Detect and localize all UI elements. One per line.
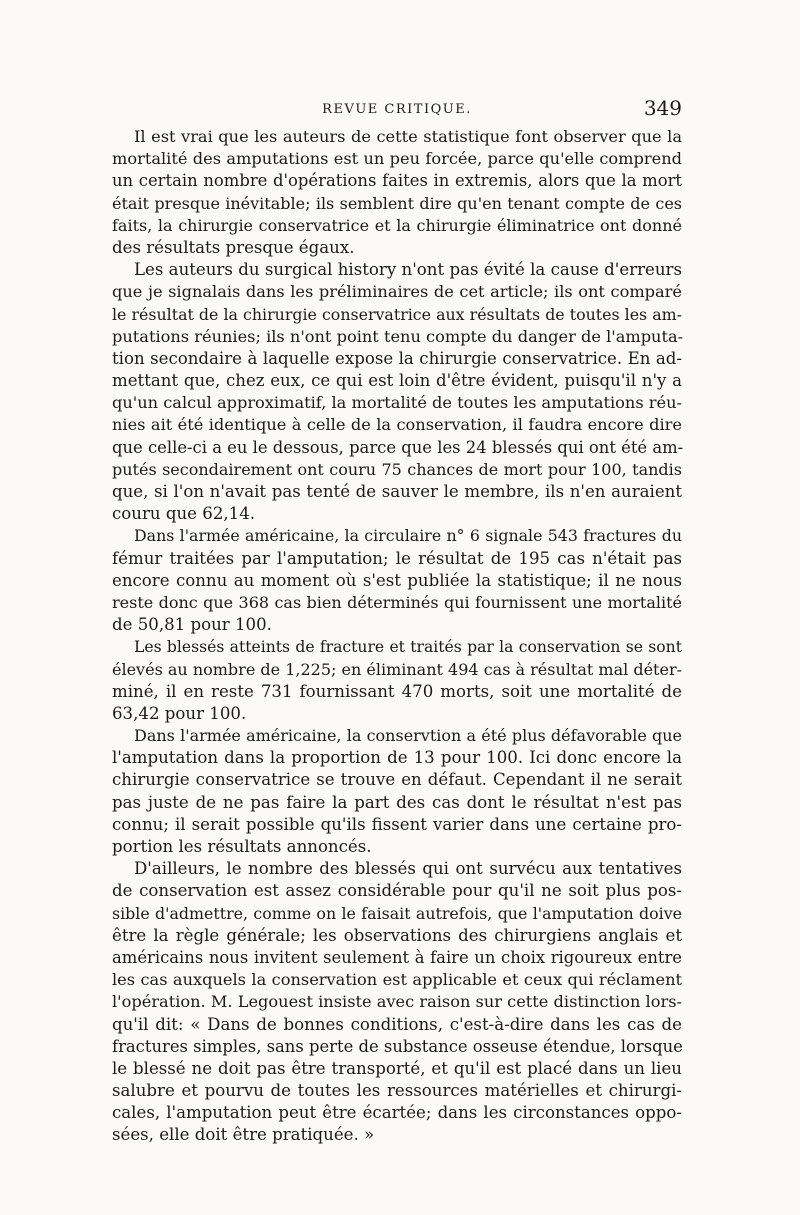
body-text — [112, 126, 682, 1147]
text-line: couru que 62,14. — [112, 504, 256, 524]
text-line: les cas auxquels la conservation est applicable et ceux qui réclament — [112, 970, 682, 990]
text-line: Les blessés atteints de fracture et traités par la conservation se sont — [134, 638, 682, 657]
text-line: encore connu au moment où s'est publiée la statistique; il ne nous — [112, 570, 682, 590]
text-line: un certain nombre d'opérations faites in extremis, alors que la mort — [112, 171, 682, 191]
text-line: Il est vrai que les auteurs de cette statistique font observer que la — [134, 127, 682, 146]
text-line: de conservation est assez considérable pour qu'il ne soit plus pos- — [112, 881, 682, 901]
text-line: Dans l'armée américaine, la conservtion a été plus défavorable que — [134, 726, 682, 746]
text-line: portion les résultats annoncés. — [112, 837, 372, 856]
text-line: élevés au nombre de 1,225; en éliminant 494 cas à résultat mal déter- — [112, 659, 682, 679]
text-line: cales, l'amputation peut être écartée; dans les circonstances oppo- — [112, 1103, 682, 1123]
text-line: salubre et pourvu de toutes les ressources matérielles et chirurgi- — [112, 1081, 682, 1101]
text-line: sées, elle doit être pratiquée. » — [112, 1125, 375, 1145]
text-line: putés secondairement ont couru 75 chances de mort pour 100, tandis — [112, 459, 682, 479]
text-line: mettant que, chez eux, ce qui est loin d'être évident, puisqu'il n'y a — [112, 371, 682, 391]
running-title: REVUE CRITIQUE. — [322, 102, 472, 117]
text-line: D'ailleurs, le nombre des blessés qui ont survécu aux tentatives — [134, 859, 682, 879]
text-line: tion secondaire à laquelle expose la chirurgie conservatrice. En ad- — [112, 348, 682, 368]
text-line: Dans l'armée américaine, la circulaire n° 6 signale 543 fractures du — [134, 526, 682, 546]
page-number: 349 — [643, 96, 682, 120]
text-line: faits, la chirurgie conservatrice et la chirurgie éliminatrice ont donné — [112, 215, 682, 235]
text-line: qu'un calcul approximatif, la mortalité de toutes les amputations réu- — [112, 393, 683, 413]
text-line: connu; il serait possible qu'ils fissent varier dans une certaine pro- — [112, 814, 682, 834]
text-line: fémur traitées par l'amputation; le résultat de 195 cas n'était pas — [112, 548, 682, 568]
text-line: 63,42 pour 100. — [112, 703, 247, 723]
text-line: qu'il dit: « Dans de bonnes conditions, c'est-à-dire dans les cas de — [112, 1014, 682, 1034]
text-line: sible d'admettre, comme on le faisait autrefois, que l'amputation doive — [112, 903, 682, 923]
text-line: américains nous invitent seulement à faire un choix rigoureux entre — [112, 947, 682, 967]
running-header — [112, 96, 682, 120]
text-line: reste donc que 368 cas bien déterminés qui fournissent une mortalité — [112, 592, 682, 612]
text-line: être la règle générale; les observations des chirurgiens anglais et — [112, 925, 682, 945]
text-line: que, si l'on n'avait pas tenté de sauver le membre, ils n'en auraient — [112, 482, 682, 501]
text-line: l'opération. M. Legouest insiste avec raison sur cette distinction lors- — [112, 992, 682, 1012]
text-line: nies ait été identique à celle de la conservation, il faudra encore dire — [112, 415, 682, 435]
text-line: putations réunies; ils n'ont point tenu compte du danger de l'amputa- — [112, 326, 684, 346]
text-line: de 50,81 pour 100. — [112, 615, 272, 635]
text-line: fractures simples, sans perte de substance osseuse étendue, lorsque — [112, 1036, 683, 1056]
text-line: était presque inévitable; ils semblent dire qu'en tenant compte de ces — [112, 193, 682, 213]
text-line: que je signalais dans les préliminaires de cet article; ils ont comparé — [112, 282, 682, 302]
text-line: le résultat de la chirurgie conservatrice aux résultats de toutes les am- — [112, 304, 682, 324]
text-line: pas juste de ne pas faire la part des cas dont le résultat n'est pas — [112, 792, 682, 812]
text-line: l'amputation dans la proportion de 13 pour 100. Ici donc encore la — [112, 748, 682, 768]
text-line: chirurgie conservatrice se trouve en défaut. Cependant il ne serait — [112, 770, 682, 790]
text-line: le blessé ne doit pas être transporté, et qu'il est placé dans un lieu — [112, 1058, 682, 1078]
text-line: des résultats presque égaux. — [112, 237, 355, 257]
text-line: miné, il en reste 731 fournissant 470 morts, soit une mortalité de — [112, 681, 682, 701]
text-line: mortalité des amputations est un peu forcée, parce qu'elle comprend — [112, 149, 682, 169]
text-line: Les auteurs du surgical history n'ont pas évité la cause d'erreurs — [134, 260, 682, 280]
text-line: que celle-ci a eu le dessous, parce que les 24 blessés qui ont été am- — [112, 437, 684, 457]
